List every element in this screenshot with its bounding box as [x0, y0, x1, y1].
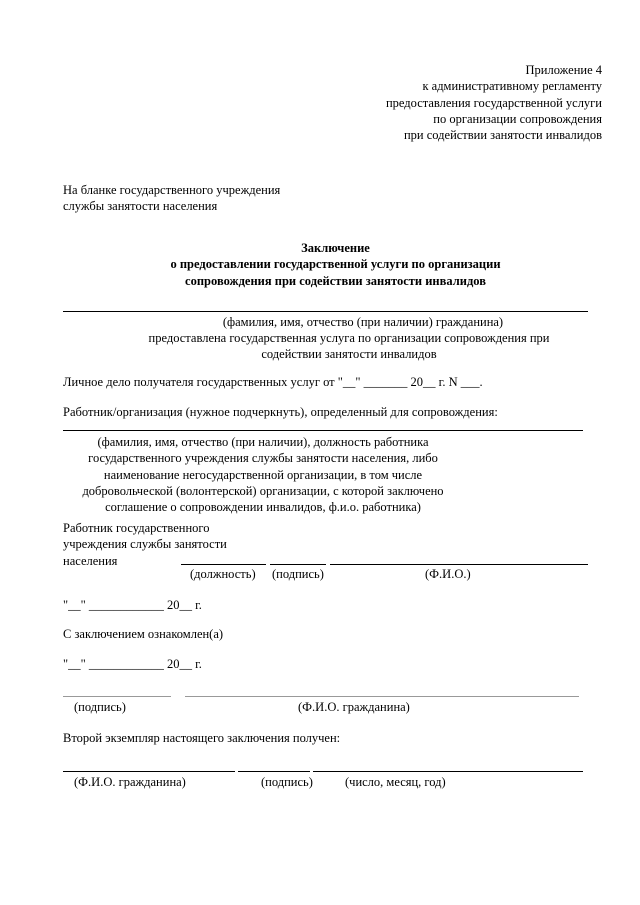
worker-org-caption: (фамилия, имя, отчество (при наличии), должность работника государственного учреждения службы занятости населения, либо наименование негосударственной организации, в том числе добровольческой (волонтерской) организации, с которой заключено соглашение о сопровождении инвалидов, ф.и.о. работника)	[82, 435, 444, 514]
acquainted-label: С заключением ознакомлен(а)	[63, 627, 224, 641]
second-copy-date-line[interactable]	[313, 771, 583, 772]
appendix-number: Приложение 4	[525, 63, 602, 77]
second-copy-fio-line[interactable]	[63, 771, 235, 772]
title-sub: сопровождения при содействии занятости инвалидов	[185, 273, 486, 288]
personal-file-line: Личное дело получателя государственных услуг от "__" _______ 20__ г. N ___.	[63, 375, 483, 389]
citizen-fio-line[interactable]	[185, 696, 579, 697]
worker-org-label: Работник/организация (нужное подчеркнуть), определенный для сопровождения:	[63, 405, 498, 419]
citizen-caption: (фамилия, имя, отчество (при наличии) гражданина)	[222, 315, 504, 329]
second-copy-signature-line[interactable]	[238, 771, 310, 772]
appendix-block	[282, 62, 602, 143]
second-copy-fio-caption: (Ф.И.О. гражданина)	[74, 775, 186, 789]
employee-fio-line[interactable]	[330, 564, 588, 565]
appendix-line: по организации сопровождения	[433, 111, 602, 126]
letterhead-note: На бланке государственного учреждения службы занятости населения	[63, 183, 281, 214]
worker-org-line[interactable]	[63, 430, 583, 431]
second-copy-signature-caption: (подпись)	[261, 775, 313, 789]
date-field-2[interactable]: "__" ____________ 20__ г.	[63, 657, 202, 671]
citizen-fio-caption: (Ф.И.О. гражданина)	[298, 700, 410, 714]
citizen-name-line[interactable]	[63, 311, 588, 312]
citizen-signature-line[interactable]	[63, 696, 171, 697]
employee-fio-caption: (Ф.И.О.)	[425, 567, 471, 581]
second-copy-label: Второй экземпляр настоящего заключения получен:	[63, 731, 341, 745]
service-provided-text: предоставлена государственная услуга по организации сопровождения при содействии занятости инвалидов	[148, 331, 550, 362]
employee-signature-caption: (подпись)	[272, 567, 324, 581]
second-copy-date-caption: (число, месяц, год)	[345, 775, 446, 789]
employee-label: Работник государственного учреждения службы занятости населения	[63, 521, 227, 568]
appendix-line: предоставления государственной услуги	[385, 95, 602, 110]
appendix-line: при содействии занятости инвалидов	[403, 128, 602, 142]
document-title	[63, 240, 608, 289]
citizen-signature-caption: (подпись)	[74, 700, 126, 714]
date-field-1[interactable]: "__" ____________ 20__ г.	[63, 598, 202, 612]
citizen-block	[63, 314, 640, 330]
employee-position-caption: (должность)	[190, 567, 256, 581]
employee-position-line[interactable]	[181, 564, 266, 565]
appendix-line: к административному регламенту	[422, 79, 602, 94]
employee-signature-line[interactable]	[270, 564, 326, 565]
title-sub: о предоставлении государственной услуги по организации	[170, 257, 501, 272]
title-main: Заключение	[301, 241, 370, 255]
